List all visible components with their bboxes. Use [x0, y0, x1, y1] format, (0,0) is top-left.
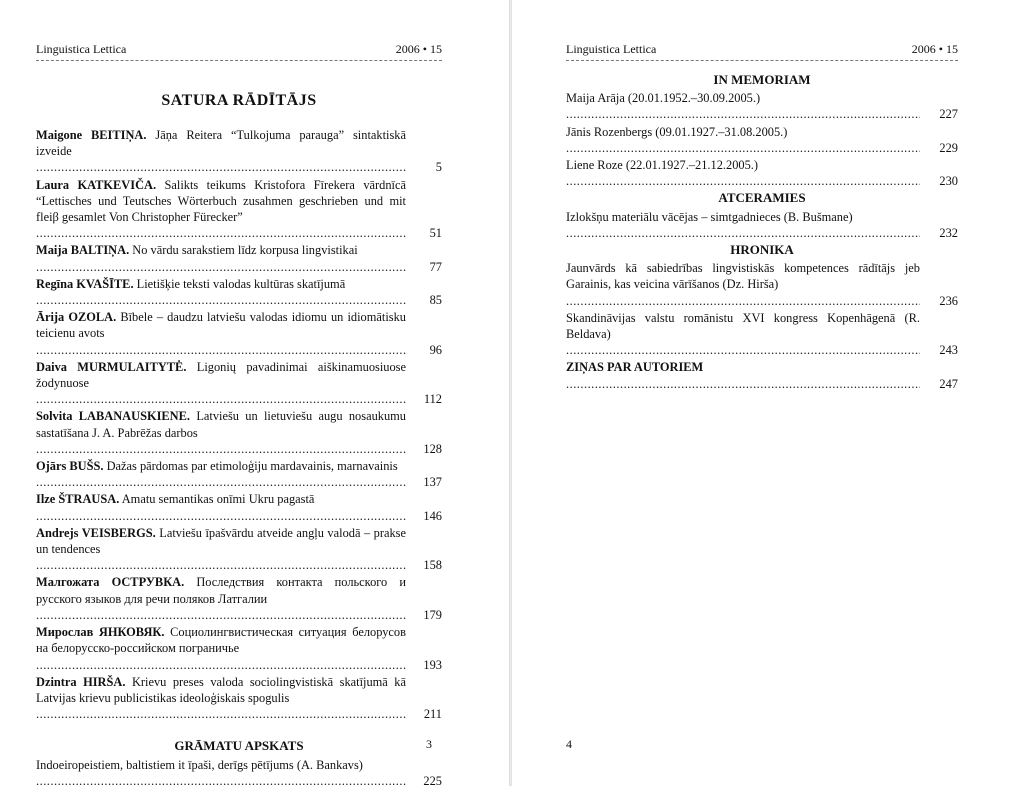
toc-entry: [36, 458, 442, 490]
entry-title: Maija Arāja (20.01.1952.–30.09.2005.): [566, 91, 761, 106]
entry-text: [36, 674, 406, 723]
entry-text: [36, 177, 406, 242]
entry-author: Ojārs BUŠS.: [36, 459, 104, 474]
section-heading: HRONIKA: [730, 242, 794, 258]
entry-title: ZIŅAS PAR AUTORIEM: [566, 360, 704, 375]
left-page: [0, 0, 510, 786]
dot-leader: [36, 474, 406, 490]
dot-leader: [566, 140, 920, 156]
toc-entry: [566, 124, 958, 156]
page-number: 3: [426, 737, 432, 751]
entry-text: [566, 124, 920, 156]
dot-leader: [36, 391, 406, 407]
entry-page-number: 112: [423, 392, 442, 407]
dot-leader: [566, 293, 920, 309]
journal-name: Linguistica Lettica: [36, 42, 127, 56]
entry-title: Latviešu īpašvārdu atveide angļu valodā – prakse un tendences: [36, 525, 406, 557]
entry-page-number: 146: [423, 508, 442, 523]
dot-leader: [566, 225, 920, 241]
section-heading: GRĀMATU APSKATS: [174, 738, 304, 754]
dot-leader: [36, 557, 406, 573]
entry-page-number: 128: [423, 441, 442, 456]
issue-number: 2006 • 15: [395, 42, 442, 56]
entry-page-number: 193: [423, 657, 442, 672]
entry-title: Ligonių pavadinimai aiškinamuosiuose žodynuose: [36, 359, 406, 391]
entry-text: [36, 624, 406, 673]
toc-entry: [36, 525, 442, 574]
dot-leader: [36, 292, 406, 308]
dot-leader: [36, 508, 406, 524]
entry-author: Dzintra HIRŠA.: [36, 674, 126, 689]
dot-leader: [36, 773, 406, 789]
entry-text: [566, 359, 920, 391]
running-head: [36, 42, 442, 57]
entry-author: Regīna KVAŠĪTE.: [36, 276, 134, 291]
toc-entry: [36, 359, 442, 408]
dot-leader: [36, 441, 406, 457]
toc-entry: [36, 757, 442, 789]
right-page: [512, 0, 1024, 786]
journal-name: Linguistica Lettica: [566, 42, 657, 56]
dot-leader: [36, 657, 406, 673]
entry-title: Krievu preses valoda sociolingvistiskā skatījumā kā Latvijas krievu publicistikas ideoloģiskais spogulis: [36, 674, 406, 705]
entry-title: Lietišķie teksti valodas kultūras skatījumā: [136, 276, 346, 291]
entry-text: [36, 359, 406, 408]
page-number: 4: [566, 737, 572, 751]
entry-author: Solvita LABANAUSKIENE.: [36, 409, 190, 424]
dot-leader: [36, 607, 406, 623]
entry-page-number: 77: [429, 259, 442, 274]
toc-entry: [36, 127, 442, 176]
section-heading: IN MEMORIAM: [713, 72, 811, 87]
entry-page-number: 158: [423, 558, 442, 573]
entry-text: [36, 408, 406, 457]
entry-author: Daiva MURMULAITYTĖ.: [36, 359, 187, 374]
entry-author: Мирослав ЯНКОВЯК.: [36, 625, 165, 640]
entry-author: Laura KATKEVIČA.: [36, 177, 157, 192]
entry-author: Ārija OZOLA.: [36, 310, 117, 325]
header-rule: [36, 60, 442, 61]
toc-entry: [36, 491, 442, 523]
toc-entry: [36, 624, 442, 673]
entry-title: Социолингвистическая ситуация белорусов на белорусско-российском пограничье: [36, 625, 406, 656]
entry-page-number: 236: [939, 293, 958, 308]
entry-text: [566, 90, 920, 122]
entry-title: Skandināvijas valstu romānistu XVI kongress Kopenhāgenā (R. Beldava): [566, 310, 920, 342]
entry-author: Maigone BEITIŅA.: [36, 128, 147, 142]
entry-text: [36, 757, 406, 789]
entry-page-number: 96: [429, 342, 442, 357]
entry-title: Jaunvārds kā sabiedrības lingvistiskās kompetences rādītājs jeb Garainis, kas veicina vārīšanos (Dz. Hirša): [566, 261, 920, 292]
entry-title: Amatu semantikas onīmi Ukru pagastā: [121, 492, 315, 507]
dot-leader: [566, 342, 920, 358]
dot-leader: [566, 173, 920, 189]
toc-entry: [36, 242, 442, 274]
dot-leader: [36, 225, 406, 241]
toc-entry: [566, 209, 958, 241]
entry-author: Andrejs VEISBERGS.: [36, 525, 156, 540]
entry-page-number: 247: [939, 376, 958, 391]
entry-title: Dažas pārdomas par etimoloģiju mardavainis, marnavainis: [106, 459, 398, 474]
entry-page-number: 211: [423, 707, 442, 722]
toc-entry: [36, 309, 442, 358]
entry-title: Liene Roze (22.01.1927.–21.12.2005.): [566, 158, 759, 173]
entry-page-number: 225: [423, 773, 442, 788]
section-heading: ATCERAMIES: [718, 190, 806, 206]
entry-page-number: 227: [939, 107, 958, 122]
entry-text: [566, 310, 920, 359]
entry-text: [36, 242, 406, 274]
entry-title: Indoeiropeistiem, baltistiem it īpaši, derīgs pētījums (A. Bankavs): [36, 757, 363, 772]
entry-page-number: 229: [939, 140, 958, 155]
dot-leader: [36, 259, 406, 275]
entry-title: Bībele – daudzu latviešu valodas idiomu un idiomātisku teicienu avots: [36, 310, 406, 341]
entry-title: Latviešu un lietuviešu augu nosaukumu sastatīšana J. A. Pabrēžas darbos: [36, 409, 406, 440]
toc-entry: [566, 359, 958, 391]
entry-author: Ilze ŠTRAUSA.: [36, 492, 120, 507]
entry-page-number: 230: [939, 174, 958, 189]
toc-entry: [566, 157, 958, 189]
entry-text: [566, 260, 920, 309]
toc-entry: [36, 408, 442, 457]
entry-text: [36, 309, 406, 358]
table-of-contents-continued: [566, 72, 958, 393]
toc-entry: [36, 574, 442, 623]
entry-page-number: 5: [435, 160, 442, 175]
entry-title: Последствия контакта польского и русского языков для речи поляков Латгалии: [36, 575, 406, 606]
entry-text: [36, 574, 406, 623]
entry-page-number: 179: [423, 607, 442, 622]
issue-number: 2006 • 15: [911, 42, 958, 56]
entry-author: Малгожата ОСТРУВКА.: [36, 575, 185, 590]
entry-text: [36, 525, 406, 574]
entry-title: Jānis Rozenbergs (09.01.1927.–31.08.2005.): [566, 124, 788, 139]
dot-leader: [566, 376, 920, 392]
toc-entry: [36, 674, 442, 723]
entry-page-number: 51: [429, 226, 442, 241]
entry-text: [36, 491, 406, 523]
entry-page-number: 232: [939, 225, 958, 240]
entry-text: [566, 157, 920, 189]
entry-text: [36, 127, 406, 176]
entry-page-number: 137: [423, 475, 442, 490]
toc-entry: [566, 310, 958, 359]
toc-entry: [566, 90, 958, 122]
toc-entry: [36, 276, 442, 308]
entry-author: Maija BALTIŅA.: [36, 243, 130, 258]
dot-leader: [566, 106, 920, 122]
toc-entry: [36, 177, 442, 242]
dot-leader: [36, 706, 406, 722]
header-rule: [566, 60, 958, 61]
entry-title: No vārdu sarakstiem līdz korpusa lingvistikai: [132, 243, 358, 258]
toc-entry: [566, 260, 958, 309]
entry-page-number: 243: [939, 343, 958, 358]
dot-leader: [36, 159, 406, 175]
dot-leader: [36, 342, 406, 358]
running-head: [566, 42, 958, 57]
entry-text: [36, 276, 406, 308]
entry-page-number: 85: [429, 293, 442, 308]
entry-text: [36, 458, 406, 490]
entry-title: Izlokšņu materiālu vācējas – simtgadnieces (B. Bušmane): [566, 209, 853, 224]
entry-title: Jāņa Reitera “Tulkojuma parauga” sintaktiskā izveide: [36, 128, 406, 159]
entry-text: [566, 209, 920, 241]
page-title: SATURA RĀDĪTĀJS: [161, 92, 317, 109]
table-of-contents: [36, 127, 442, 790]
entry-title: Salikts teikums Kristofora Fīrekera vārdnīcā “Lettisches und Teutsches Wörterbuch zusahmen geschrieben und mit fleiβ gesamlet Von Christopher Fürecker”: [36, 177, 406, 225]
